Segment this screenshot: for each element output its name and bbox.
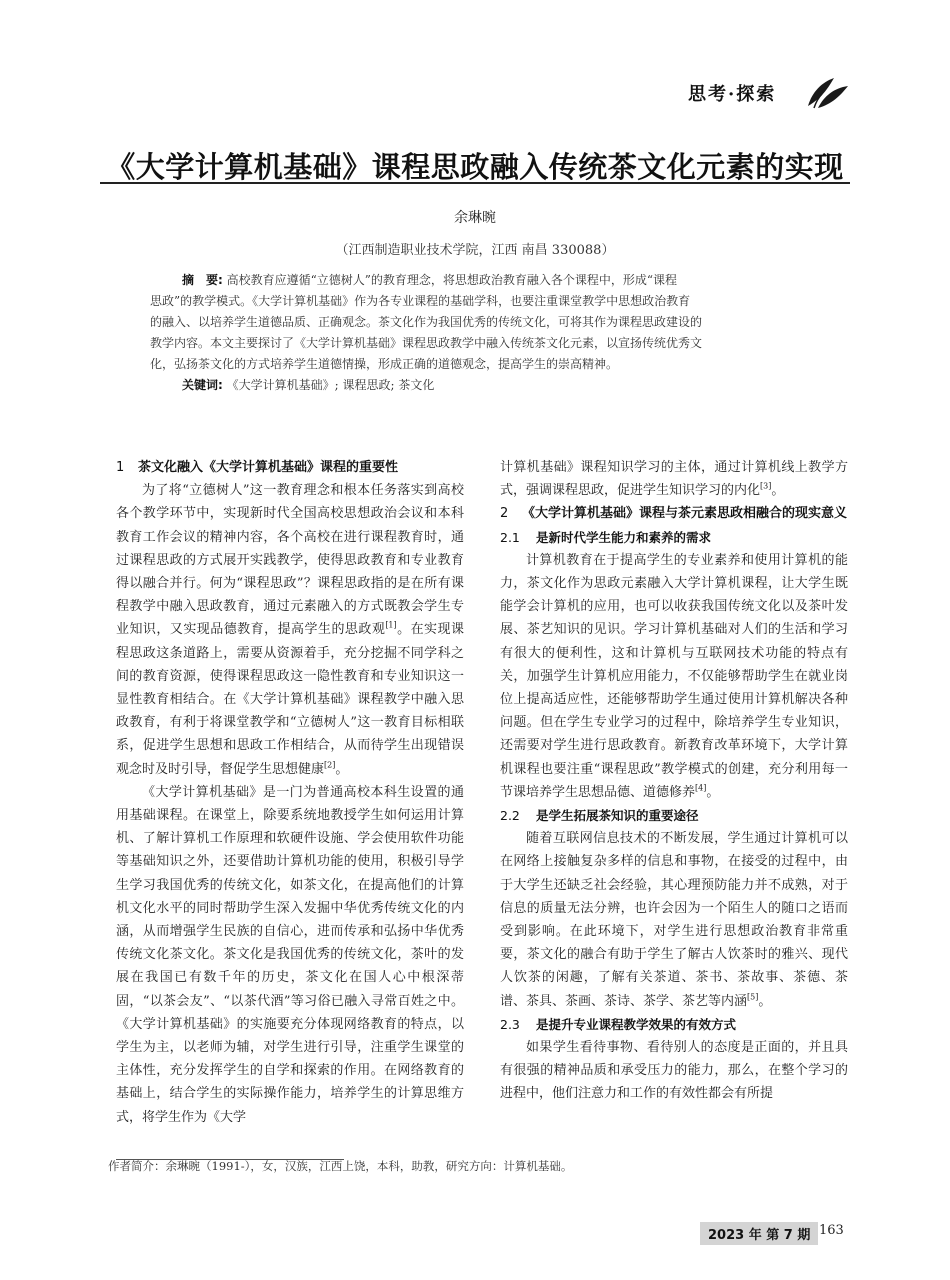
- leaf-logo-icon: [804, 72, 850, 112]
- section-heading: 1 茶文化融入《大学计算机基础》课程的重要性: [116, 460, 399, 475]
- citation: [1]: [385, 621, 397, 631]
- citation: [5]: [747, 992, 759, 1002]
- paragraph: 随着互联网信息技术的不断发展，学生通过计算机可以在网络上接触复杂多样的信息和事物，在接受的过程中，由于大学生还缺乏社会经验，其心理预防能力并不成熟，对于信息的质量无法分辨，也许会因为一个陌生人的随口之语而受到影响。在此环境下，对学生进行思想政治教育非常重要，茶文化的融合有助于学生了解古人饮茶时的雅兴、现代人饮茶的闲趣，了解有关茶道、茶书、茶故事、茶德、茶谱、茶具、茶画、茶诗、茶学、茶艺等内涵[5]。: [500, 831, 848, 1009]
- citation: [2]: [324, 760, 336, 770]
- paragraph: 《大学计算机基础》是一门为普通高校本科生设置的通用基础课程。在课堂上，除要系统地教授学生如何运用计算机、了解计算机工作原理和软硬件设施、学会使用软件功能等基础知识之外，还要借助计算机功能的使用，积极引导学生学习我国优秀的传统文化，如茶文化，在提高他们的计算机文化水平的同时帮助学生深入发掘中华优秀传统文化的内涵，从而增强学生民族的自信心，进而传承和弘扬中华优秀传统文化茶文化。茶文化是我国优秀的传统文化，茶叶的发展在我国已有数千年的历史，茶文化在国人心中根深蒂固，“以茶会友”、“以茶代酒”等习俗已融入寻常百姓之中。《大学计算机基础》的实施要充分体现网络教育的特点，以学生为主，以老师为辅，对学生进行引导，注重学生课堂的主体性，充分发挥学生的自学和探索的作用。在网络教育的基础上，结合学生的实际操作能力，培养学生的计算思维方式，将学生作为《大学: [116, 784, 464, 1125]
- abstract: [150, 270, 802, 375]
- subsection-heading: 2.3 是提升专业课程教学效果的有效方式: [500, 1016, 737, 1032]
- abstract-line: 化，弘扬茶文化的方式培养学生道德情操，形成正确的道德观念，提高学生的崇高精神。: [150, 357, 619, 371]
- abstract-line: 摘 要: 高校教育应遵循“立德树人”的教育理念，将思想政治教育融入各个课程中，形成“课程: [182, 273, 678, 287]
- abstract-label: 摘 要:: [182, 273, 223, 287]
- article-title: 《大学计算机基础》课程思政融入传统茶文化元素的实现: [106, 150, 844, 184]
- abstract-line: 的融入、以培养学生道德品质、正确观念。茶文化作为我国优秀的传统文化，可将其作为课程思政建设的: [150, 315, 703, 329]
- page-number: 163: [819, 1223, 844, 1238]
- paragraph: 如果学生看待事物、看待别人的态度是正面的，并且具有很强的精神品质和承受压力的能力，那么，在整个学习的进程中，他们注意力和工作的有效性都会有所提: [500, 1040, 848, 1102]
- left-column: [116, 456, 464, 1129]
- subsection-heading: 2.2 是学生拓展茶知识的重要途径: [500, 808, 699, 824]
- article-author: 余琳晼: [454, 210, 496, 226]
- right-column: [500, 456, 848, 1106]
- paragraph: 计算机基础》课程知识学习的主体，通过计算机线上教学方式，强调课程思政，促进学生知识学习的内化[3]。: [500, 460, 848, 499]
- abstract-line: 思政”的教学模式。《大学计算机基础》作为各专业课程的基础学科，也要注重课堂教学中思想政治教育: [150, 294, 691, 308]
- keywords-label: 关键词:: [182, 378, 223, 392]
- section-heading: 2 《大学计算机基础》课程与茶元素思政相融合的现实意义: [500, 506, 848, 522]
- journal-header: [0, 70, 950, 116]
- keywords: [182, 376, 434, 393]
- paragraph: 为了将“立德树人”这一教育理念和根本任务落实到高校各个教学环节中，实现新时代全国高校思想政治会议和本科教育工作会议的精神内容，各个高校在进行课程教育时，通过课程思政的方式展开实践教学，使得思政教育和专业教育得以融合并行。何为“课程思政”？课程思政指的是在所有课程教学中融入思政教育，通过元素融入的方式既教会学生专业知识，又实现品德教育，提高学生的思政观[1]。在实现课程思政这条道路上，需要从资源着手，充分挖掘不同学科之间的教育资源，使得课程思政这一隐性教育和专业知识这一显性教育相结合。在《大学计算机基础》课程教学中融入思政教育，有利于将课堂教学和“立德树人”这一教育目标相联系，促进学生思想和思政工作相结合，从而待学生出现错误观念时及时引导，督促学生思想健康[2]。: [116, 483, 464, 777]
- issue-badge: 2023 年 第 7 期: [700, 1222, 818, 1245]
- author-footnote: 作者简介：余琳晼（1991-），女，汉族，江西上饶，本科，助教，研究方向：计算机基础。: [108, 1159, 573, 1173]
- citation: [4]: [695, 783, 707, 793]
- citation: [3]: [760, 481, 772, 491]
- keywords-text: 《大学计算机基础》; 课程思政; 茶文化: [226, 378, 435, 392]
- abstract-line: 教学内容。本文主要探讨了《大学计算机基础》课程思政教学中融入传统茶文化元素，以宣扬传统优秀文: [150, 336, 703, 350]
- paragraph: 计算机教育在于提高学生的专业素养和使用计算机的能力，茶文化作为思政元素融入大学计算机课程，让大学生既能学会计算机的应用，也可以收获我国传统文化以及茶叶发展、茶艺知识的见识。学习计算机基础对人们的生活和学习有很大的便利性，这和计算机与互联网技术功能的特点有关，加强学生计算机应用能力，不仅能够帮助学生在就业岗位上提高适应性，还能够帮助学生通过使用计算机解决各种问题。但在学生专业学习的过程中，除培养学生专业知识，还需要对学生进行思政教育。新教育改革环境下，大学计算机课程也要注重“课程思政”教学模式的创建，充分利用每一节课培养学生思想品德、道德修养[4]。: [500, 552, 848, 800]
- section-title: 思考·探索: [688, 84, 777, 105]
- author-affiliation: （江西制造职业技术学院，江西 南昌 330088）: [335, 243, 615, 258]
- subsection-heading: 2.1 是新时代学生能力和素养的需求: [500, 529, 712, 545]
